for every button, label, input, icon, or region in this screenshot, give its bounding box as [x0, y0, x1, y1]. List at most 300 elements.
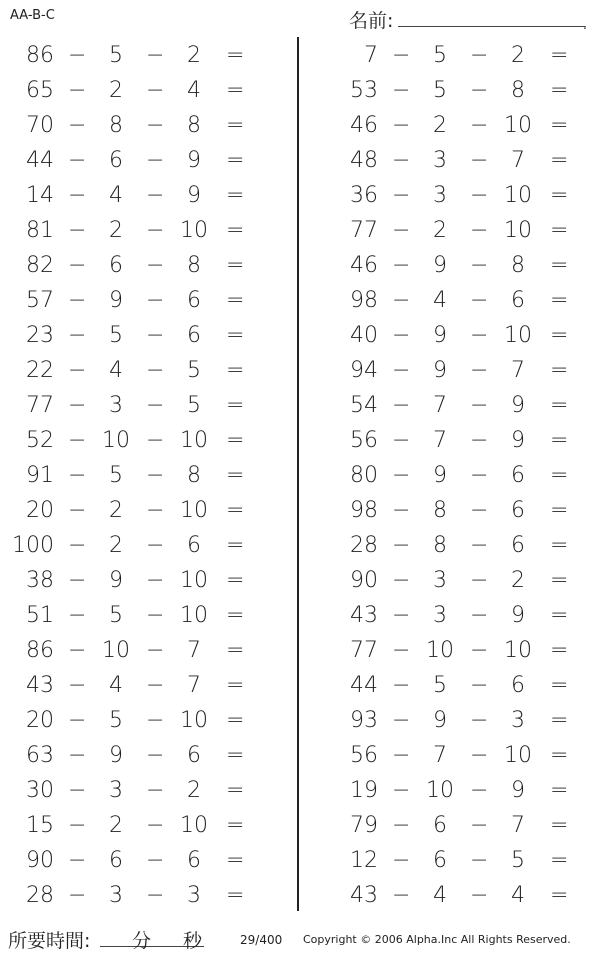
- minus-sign: −: [146, 637, 165, 663]
- minus-sign: −: [470, 532, 489, 558]
- minus-sign: −: [470, 392, 489, 418]
- subtrahend-1: 5: [433, 77, 447, 103]
- minuend: 20: [26, 497, 54, 523]
- subtrahend-2: 10: [180, 217, 208, 243]
- minus-sign: −: [470, 847, 489, 873]
- equals-sign: =: [550, 812, 569, 838]
- minus-sign: −: [392, 252, 411, 278]
- minus-sign: −: [470, 742, 489, 768]
- minuend: 52: [26, 427, 54, 453]
- equals-sign: =: [550, 742, 569, 768]
- equals-sign: =: [226, 742, 245, 768]
- subtrahend-2: 7: [511, 357, 525, 383]
- subtrahend-2: 2: [187, 777, 201, 803]
- minuend: 28: [350, 532, 378, 558]
- minus-sign: −: [392, 392, 411, 418]
- minus-sign: −: [68, 217, 87, 243]
- minus-sign: −: [470, 707, 489, 733]
- subtrahend-1: 4: [109, 357, 123, 383]
- minuend: 80: [350, 462, 378, 488]
- minus-sign: −: [470, 357, 489, 383]
- minuend: 7: [364, 42, 378, 68]
- subtrahend-1: 2: [109, 77, 123, 103]
- minus-sign: −: [146, 322, 165, 348]
- equals-sign: =: [226, 637, 245, 663]
- subtrahend-2: 6: [187, 847, 201, 873]
- minus-sign: −: [392, 812, 411, 838]
- minus-sign: −: [470, 322, 489, 348]
- subtrahend-2: 3: [187, 882, 201, 908]
- subtrahend-2: 10: [180, 707, 208, 733]
- minus-sign: −: [146, 812, 165, 838]
- minus-sign: −: [470, 217, 489, 243]
- equals-sign: =: [226, 882, 245, 908]
- minus-sign: −: [146, 42, 165, 68]
- minuend: 77: [350, 637, 378, 663]
- equals-sign: =: [226, 532, 245, 558]
- minuend: 91: [26, 462, 54, 488]
- minus-sign: −: [392, 707, 411, 733]
- minus-sign: −: [68, 672, 87, 698]
- subtrahend-2: 7: [511, 812, 525, 838]
- minus-sign: −: [392, 847, 411, 873]
- minus-sign: −: [146, 287, 165, 313]
- subtrahend-2: 7: [187, 672, 201, 698]
- subtrahend-2: 10: [504, 217, 532, 243]
- equals-sign: =: [226, 357, 245, 383]
- minus-sign: −: [68, 357, 87, 383]
- equals-sign: =: [226, 567, 245, 593]
- subtrahend-2: 9: [187, 182, 201, 208]
- subtrahend-2: 9: [511, 427, 525, 453]
- subtrahend-1: 2: [109, 217, 123, 243]
- minuend: 98: [350, 287, 378, 313]
- subtrahend-1: 10: [426, 777, 454, 803]
- subtrahend-1: 2: [433, 217, 447, 243]
- minus-sign: −: [68, 287, 87, 313]
- equals-sign: =: [550, 777, 569, 803]
- minus-sign: −: [68, 427, 87, 453]
- minus-sign: −: [392, 322, 411, 348]
- minus-sign: −: [470, 812, 489, 838]
- equals-sign: =: [550, 42, 569, 68]
- minus-sign: −: [146, 77, 165, 103]
- minuend: 82: [26, 252, 54, 278]
- minus-sign: −: [392, 637, 411, 663]
- minus-sign: −: [392, 462, 411, 488]
- column-divider: [297, 37, 299, 911]
- subtrahend-2: 10: [504, 742, 532, 768]
- subtrahend-2: 8: [511, 252, 525, 278]
- minus-sign: −: [68, 392, 87, 418]
- minuend: 86: [26, 637, 54, 663]
- equals-sign: =: [550, 602, 569, 628]
- subtrahend-1: 5: [109, 707, 123, 733]
- subtrahend-2: 2: [511, 567, 525, 593]
- subtrahend-2: 9: [511, 392, 525, 418]
- subtrahend-1: 3: [433, 602, 447, 628]
- equals-sign: =: [226, 497, 245, 523]
- second-label: 秒: [183, 930, 203, 952]
- minuend: 46: [350, 112, 378, 138]
- minus-sign: −: [146, 357, 165, 383]
- minuend: 38: [26, 567, 54, 593]
- minus-sign: −: [470, 112, 489, 138]
- equals-sign: =: [226, 392, 245, 418]
- subtrahend-2: 8: [187, 462, 201, 488]
- subtrahend-1: 4: [433, 882, 447, 908]
- equals-sign: =: [226, 672, 245, 698]
- equals-sign: =: [226, 42, 245, 68]
- minuend: 19: [350, 777, 378, 803]
- equals-sign: =: [550, 322, 569, 348]
- minus-sign: −: [68, 42, 87, 68]
- subtrahend-1: 10: [102, 637, 130, 663]
- subtrahend-1: 2: [109, 532, 123, 558]
- minus-sign: −: [68, 147, 87, 173]
- minuend: 43: [350, 602, 378, 628]
- subtrahend-1: 9: [433, 462, 447, 488]
- minuend: 44: [350, 672, 378, 698]
- minus-sign: −: [146, 217, 165, 243]
- minus-sign: −: [146, 567, 165, 593]
- subtrahend-2: 5: [511, 847, 525, 873]
- subtrahend-2: 10: [180, 602, 208, 628]
- equals-sign: =: [226, 112, 245, 138]
- minus-sign: −: [392, 77, 411, 103]
- equals-sign: =: [226, 322, 245, 348]
- subtrahend-2: 6: [511, 462, 525, 488]
- subtrahend-1: 7: [433, 427, 447, 453]
- equals-sign: =: [226, 812, 245, 838]
- equals-sign: =: [226, 462, 245, 488]
- equals-sign: =: [550, 847, 569, 873]
- equals-sign: =: [550, 357, 569, 383]
- subtrahend-2: 2: [187, 42, 201, 68]
- minus-sign: −: [470, 567, 489, 593]
- minuend: 54: [350, 392, 378, 418]
- minus-sign: −: [146, 182, 165, 208]
- subtrahend-2: 6: [187, 532, 201, 558]
- minus-sign: −: [68, 707, 87, 733]
- minus-sign: −: [392, 357, 411, 383]
- subtrahend-2: 9: [187, 147, 201, 173]
- minus-sign: −: [392, 182, 411, 208]
- minuend: 46: [350, 252, 378, 278]
- minuend: 79: [350, 812, 378, 838]
- minus-sign: −: [68, 77, 87, 103]
- subtrahend-1: 9: [433, 252, 447, 278]
- equals-sign: =: [550, 497, 569, 523]
- minus-sign: −: [68, 637, 87, 663]
- subtrahend-2: 6: [511, 287, 525, 313]
- minus-sign: −: [68, 182, 87, 208]
- subtrahend-1: 7: [433, 742, 447, 768]
- minus-sign: −: [470, 637, 489, 663]
- subtrahend-1: 6: [109, 147, 123, 173]
- minus-sign: −: [68, 497, 87, 523]
- subtrahend-1: 5: [109, 462, 123, 488]
- equals-sign: =: [226, 287, 245, 313]
- minus-sign: −: [146, 392, 165, 418]
- minus-sign: −: [146, 882, 165, 908]
- subtrahend-1: 9: [109, 287, 123, 313]
- subtrahend-2: 9: [511, 602, 525, 628]
- minuend: 90: [350, 567, 378, 593]
- minuend: 51: [26, 602, 54, 628]
- minus-sign: −: [392, 497, 411, 523]
- equals-sign: =: [226, 777, 245, 803]
- subtrahend-1: 7: [433, 392, 447, 418]
- subtrahend-1: 9: [433, 707, 447, 733]
- equals-sign: =: [550, 882, 569, 908]
- minus-sign: −: [68, 567, 87, 593]
- time-required-label: 所要時間:: [8, 930, 91, 952]
- minus-sign: −: [146, 427, 165, 453]
- minus-sign: −: [392, 777, 411, 803]
- equals-sign: =: [226, 602, 245, 628]
- minuend: 15: [26, 812, 54, 838]
- equals-sign: =: [226, 182, 245, 208]
- minus-sign: −: [146, 462, 165, 488]
- minuend: 53: [350, 77, 378, 103]
- subtrahend-1: 4: [109, 182, 123, 208]
- minuend: 56: [350, 427, 378, 453]
- minus-sign: −: [470, 252, 489, 278]
- subtrahend-1: 2: [109, 497, 123, 523]
- subtrahend-1: 6: [109, 847, 123, 873]
- minus-sign: −: [68, 812, 87, 838]
- equals-sign: =: [550, 287, 569, 313]
- equals-sign: =: [226, 707, 245, 733]
- equals-sign: =: [550, 392, 569, 418]
- minus-sign: −: [68, 882, 87, 908]
- subtrahend-1: 8: [433, 532, 447, 558]
- subtrahend-2: 10: [180, 497, 208, 523]
- page-number: 29/400: [240, 933, 283, 947]
- subtrahend-1: 10: [102, 427, 130, 453]
- equals-sign: =: [226, 427, 245, 453]
- minuend: 40: [350, 322, 378, 348]
- subtrahend-1: 3: [109, 392, 123, 418]
- minuend: 94: [350, 357, 378, 383]
- subtrahend-2: 10: [504, 637, 532, 663]
- minuend: 28: [26, 882, 54, 908]
- minus-sign: −: [146, 672, 165, 698]
- minus-sign: −: [470, 777, 489, 803]
- subtrahend-1: 5: [109, 602, 123, 628]
- minus-sign: −: [392, 742, 411, 768]
- minuend: 77: [350, 217, 378, 243]
- minus-sign: −: [392, 147, 411, 173]
- minuend: 56: [350, 742, 378, 768]
- equals-sign: =: [550, 567, 569, 593]
- minus-sign: −: [470, 147, 489, 173]
- minuend: 30: [26, 777, 54, 803]
- subtrahend-2: 6: [511, 532, 525, 558]
- subtrahend-2: 5: [187, 392, 201, 418]
- equals-sign: =: [226, 217, 245, 243]
- subtrahend-1: 3: [433, 567, 447, 593]
- equals-sign: =: [550, 252, 569, 278]
- minus-sign: −: [392, 882, 411, 908]
- minuend: 100: [12, 532, 54, 558]
- minus-sign: −: [146, 252, 165, 278]
- minuend: 14: [26, 182, 54, 208]
- subtrahend-2: 6: [187, 287, 201, 313]
- minus-sign: −: [146, 112, 165, 138]
- subtrahend-1: 6: [109, 252, 123, 278]
- minus-sign: −: [68, 462, 87, 488]
- worksheet-code: AA-B-C: [10, 8, 55, 23]
- subtrahend-2: 7: [511, 147, 525, 173]
- subtrahend-2: 6: [187, 322, 201, 348]
- equals-sign: =: [550, 112, 569, 138]
- minuend: 22: [26, 357, 54, 383]
- subtrahend-2: 10: [504, 182, 532, 208]
- subtrahend-1: 8: [109, 112, 123, 138]
- equals-sign: =: [550, 217, 569, 243]
- minuend: 86: [26, 42, 54, 68]
- minus-sign: −: [68, 742, 87, 768]
- subtrahend-2: 10: [504, 322, 532, 348]
- equals-sign: =: [550, 147, 569, 173]
- minus-sign: −: [392, 672, 411, 698]
- equals-sign: =: [226, 847, 245, 873]
- subtrahend-1: 2: [433, 112, 447, 138]
- subtrahend-2: 7: [187, 637, 201, 663]
- minuend: 44: [26, 147, 54, 173]
- equals-sign: =: [550, 462, 569, 488]
- minuend: 20: [26, 707, 54, 733]
- minus-sign: −: [68, 252, 87, 278]
- minuend: 57: [26, 287, 54, 313]
- subtrahend-1: 5: [433, 42, 447, 68]
- minus-sign: −: [392, 602, 411, 628]
- minus-sign: −: [470, 497, 489, 523]
- minuend: 43: [350, 882, 378, 908]
- minuend: 93: [350, 707, 378, 733]
- minus-sign: −: [146, 602, 165, 628]
- minus-sign: −: [68, 847, 87, 873]
- minus-sign: −: [392, 112, 411, 138]
- subtrahend-1: 9: [109, 742, 123, 768]
- minus-sign: −: [470, 602, 489, 628]
- subtrahend-1: 6: [433, 812, 447, 838]
- copyright-notice: Copyright © 2006 Alpha.Inc All Rights Reserved.: [303, 933, 571, 946]
- minus-sign: −: [68, 112, 87, 138]
- subtrahend-1: 3: [433, 182, 447, 208]
- minuend: 70: [26, 112, 54, 138]
- subtrahend-1: 2: [109, 812, 123, 838]
- equals-sign: =: [226, 147, 245, 173]
- minus-sign: −: [146, 147, 165, 173]
- equals-sign: =: [550, 532, 569, 558]
- subtrahend-2: 4: [511, 882, 525, 908]
- minus-sign: −: [68, 322, 87, 348]
- subtrahend-2: 8: [187, 112, 201, 138]
- name-end-mark: .: [583, 18, 587, 32]
- minuend: 43: [26, 672, 54, 698]
- minus-sign: −: [470, 882, 489, 908]
- subtrahend-1: 10: [426, 637, 454, 663]
- subtrahend-2: 8: [187, 252, 201, 278]
- subtrahend-1: 6: [433, 847, 447, 873]
- subtrahend-2: 9: [511, 777, 525, 803]
- minus-sign: −: [146, 777, 165, 803]
- minus-sign: −: [470, 462, 489, 488]
- minuend: 81: [26, 217, 54, 243]
- subtrahend-1: 5: [433, 672, 447, 698]
- subtrahend-1: 9: [109, 567, 123, 593]
- equals-sign: =: [550, 707, 569, 733]
- equals-sign: =: [226, 252, 245, 278]
- name-label: 名前:: [349, 10, 394, 32]
- equals-sign: =: [550, 77, 569, 103]
- subtrahend-2: 10: [180, 427, 208, 453]
- subtrahend-2: 5: [187, 357, 201, 383]
- subtrahend-2: 6: [511, 497, 525, 523]
- subtrahend-1: 9: [433, 357, 447, 383]
- minus-sign: −: [68, 777, 87, 803]
- minuend: 12: [350, 847, 378, 873]
- subtrahend-2: 10: [504, 112, 532, 138]
- subtrahend-1: 5: [109, 42, 123, 68]
- minus-sign: −: [392, 532, 411, 558]
- minus-sign: −: [470, 287, 489, 313]
- equals-sign: =: [550, 672, 569, 698]
- minus-sign: −: [146, 497, 165, 523]
- subtrahend-2: 4: [187, 77, 201, 103]
- minuend: 63: [26, 742, 54, 768]
- minuend: 98: [350, 497, 378, 523]
- subtrahend-2: 3: [511, 707, 525, 733]
- equals-sign: =: [226, 77, 245, 103]
- minus-sign: −: [392, 217, 411, 243]
- minus-sign: −: [146, 742, 165, 768]
- minus-sign: −: [146, 847, 165, 873]
- minus-sign: −: [392, 567, 411, 593]
- minus-sign: −: [392, 427, 411, 453]
- equals-sign: =: [550, 637, 569, 663]
- subtrahend-1: 8: [433, 497, 447, 523]
- minus-sign: −: [470, 77, 489, 103]
- minuend: 77: [26, 392, 54, 418]
- minus-sign: −: [470, 42, 489, 68]
- name-line: [398, 26, 586, 27]
- subtrahend-2: 2: [511, 42, 525, 68]
- subtrahend-2: 8: [511, 77, 525, 103]
- minus-sign: −: [470, 672, 489, 698]
- subtrahend-1: 3: [109, 882, 123, 908]
- subtrahend-2: 6: [187, 742, 201, 768]
- footer: [0, 922, 600, 952]
- minus-sign: −: [470, 427, 489, 453]
- minus-sign: −: [392, 42, 411, 68]
- minus-sign: −: [146, 532, 165, 558]
- minuend: 23: [26, 322, 54, 348]
- subtrahend-1: 9: [433, 322, 447, 348]
- minuend: 65: [26, 77, 54, 103]
- minus-sign: −: [68, 532, 87, 558]
- minuend: 48: [350, 147, 378, 173]
- minus-sign: −: [392, 287, 411, 313]
- minute-label: 分: [132, 930, 152, 952]
- minuend: 90: [26, 847, 54, 873]
- subtrahend-2: 10: [180, 567, 208, 593]
- subtrahend-1: 4: [433, 287, 447, 313]
- subtrahend-2: 6: [511, 672, 525, 698]
